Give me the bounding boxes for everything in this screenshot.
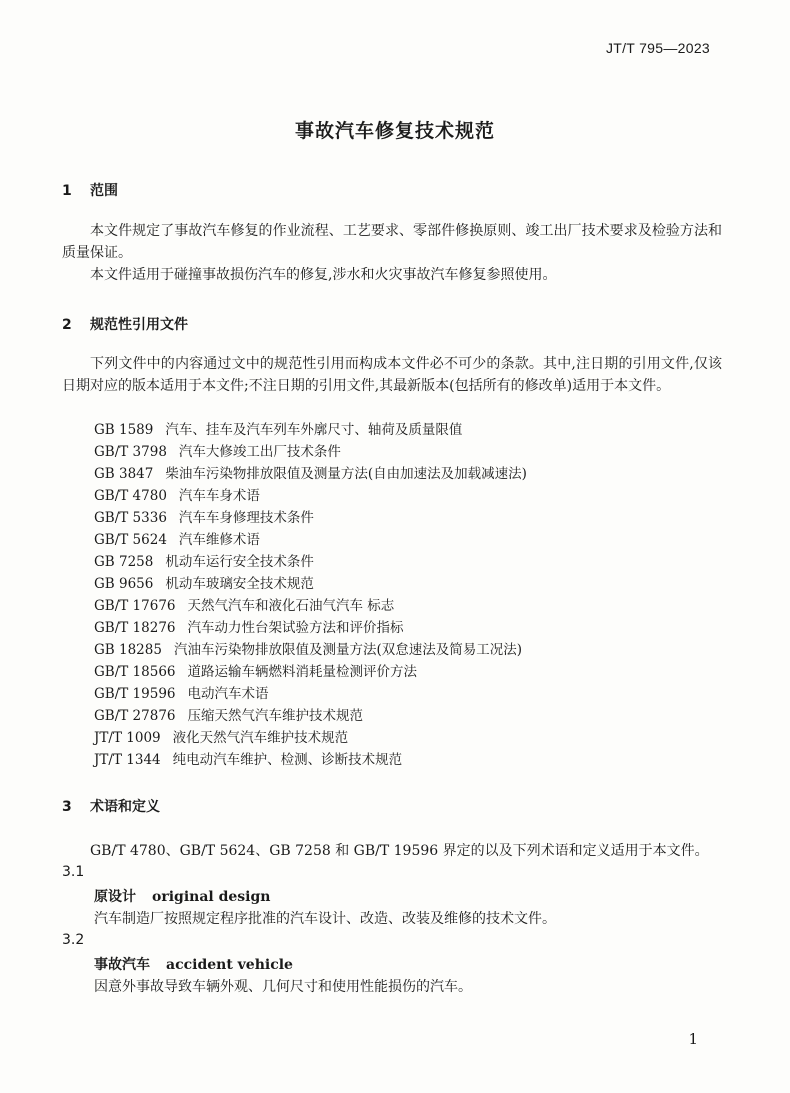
- section-heading-terms: [62, 796, 160, 816]
- reference-item: GB/T 19596 电动汽车术语: [94, 686, 269, 702]
- term-definition: 因意外事故导致车辆外观、几何尺寸和使用性能损伤的汽车。: [94, 979, 472, 995]
- document-code: JT/T 795—2023: [605, 40, 710, 56]
- section-number: 3: [62, 799, 72, 815]
- term-definition: 汽车制造厂按照规定程序批准的汽车设计、改造、改装及维修的技术文件。: [94, 911, 556, 927]
- section-number: 1: [62, 183, 72, 199]
- document-title: 事故汽车修复技术规范: [294, 120, 495, 142]
- term-heading: [94, 886, 270, 906]
- term-number: 3.1: [62, 864, 85, 880]
- reference-item: JT/T 1344 纯电动汽车维护、检测、诊断技术规范: [94, 752, 403, 768]
- section-title: 范围: [90, 183, 118, 199]
- reference-item: GB/T 5336 汽车车身修理技术条件: [94, 510, 314, 526]
- reference-item: GB 3847 柴油车污染物排放限值及测量方法(自由加速法及加载减速法): [94, 466, 527, 482]
- reference-item: GB 7258 机动车运行安全技术条件: [94, 554, 314, 570]
- reference-item: GB/T 27876 压缩天然气汽车维护技术规范: [94, 708, 363, 724]
- reference-list: [94, 419, 527, 771]
- term-number: 3.2: [62, 932, 85, 948]
- reference-item: GB/T 18566 道路运输车辆燃料消耗量检测评价方法: [94, 664, 417, 680]
- section-title: 规范性引用文件: [90, 317, 188, 333]
- section-number: 2: [62, 317, 72, 333]
- scope-paragraph-2: 本文件适用于碰撞事故损伤汽车的修复,涉水和火灾事故汽车修复参照使用。: [90, 267, 557, 283]
- scope-paragraph-1: 本文件规定了事故汽车修复的作业流程、工艺要求、零部件修换原则、竣工出厂技术要求及检验方法和质量保证。: [62, 223, 722, 261]
- reference-item: GB/T 4780 汽车车身术语: [94, 488, 260, 504]
- term-en: accident vehicle: [166, 957, 293, 973]
- section-heading-normative: [62, 314, 188, 334]
- reference-item: GB/T 5624 汽车维修术语: [94, 532, 260, 548]
- normative-intro: 下列文件中的内容通过文中的规范性引用而构成本文件必不可少的条款。其中,注日期的引用文件,仅该日期对应的版本适用于本文件;不注日期的引用文件,其最新版本(包括所有的修改单)适用于本文件。: [62, 356, 722, 394]
- reference-item: GB 18285 汽油车污染物排放限值及测量方法(双怠速法及简易工况法): [94, 642, 522, 658]
- reference-item: GB 1589 汽车、挂车及汽车列车外廓尺寸、轴荷及质量限值: [94, 422, 463, 438]
- section-heading-scope: [62, 180, 118, 200]
- section-title: 术语和定义: [90, 799, 160, 815]
- reference-item: JT/T 1009 液化天然气汽车维护技术规范: [94, 730, 349, 746]
- reference-item: GB/T 17676 天然气汽车和液化石油气汽车 标志: [94, 598, 395, 614]
- reference-item: GB 9656 机动车玻璃安全技术规范: [94, 576, 314, 592]
- reference-item: GB/T 3798 汽车大修竣工出厂技术条件: [94, 444, 341, 460]
- page-number: 1: [688, 1030, 698, 1048]
- term-en: original design: [152, 889, 271, 905]
- reference-item: GB/T 18276 汽车动力性台架试验方法和评价指标: [94, 620, 404, 636]
- terms-intro: GB/T 4780、GB/T 5624、GB 7258 和 GB/T 19596 界定的以及下列术语和定义适用于本文件。: [90, 843, 709, 859]
- term-zh: 原设计: [94, 889, 136, 905]
- term-heading: [94, 954, 293, 974]
- term-zh: 事故汽车: [94, 957, 150, 973]
